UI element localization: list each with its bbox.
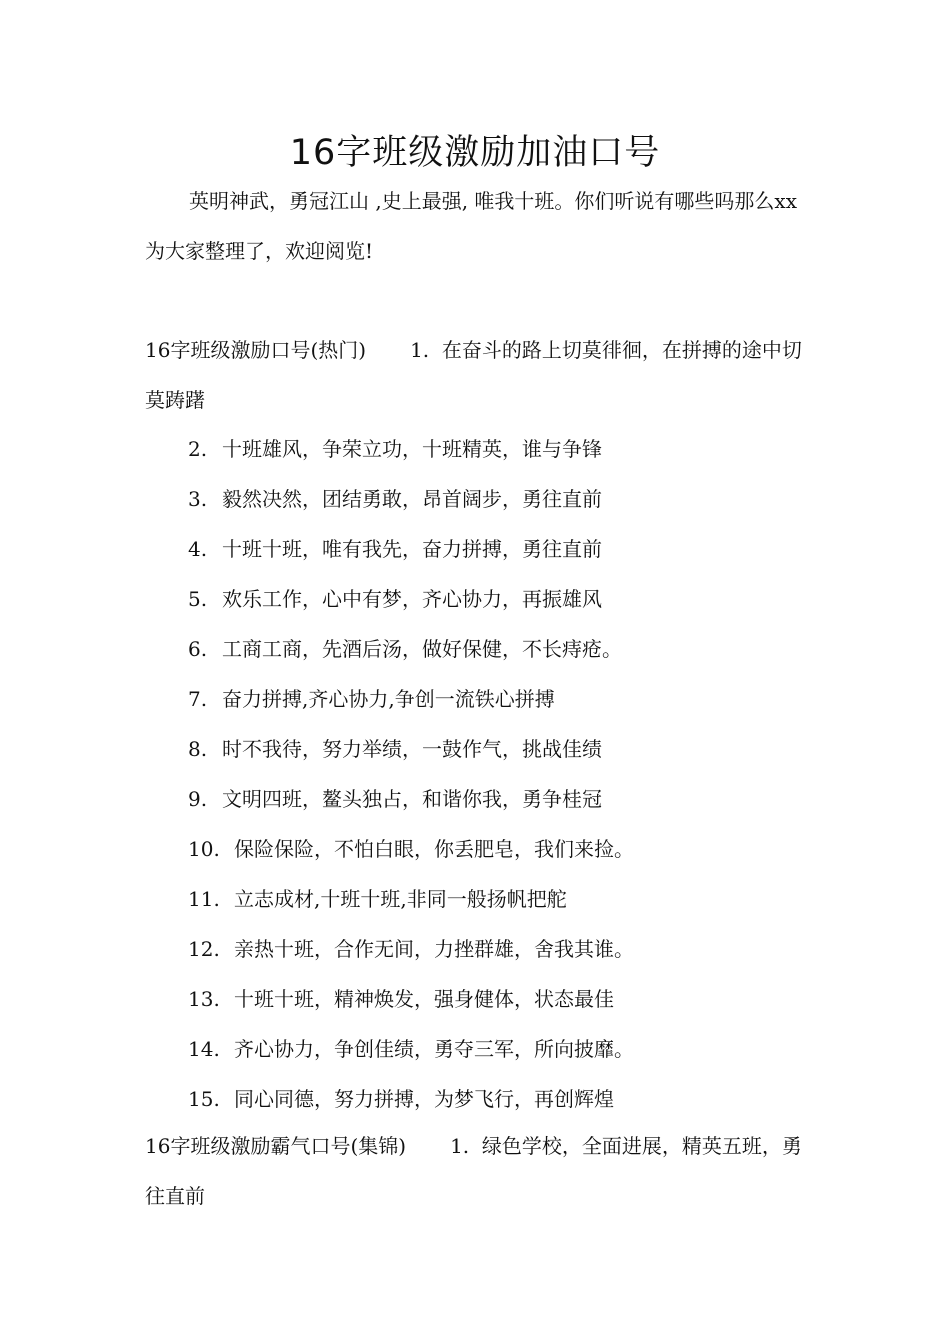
list-item-number: 13. (188, 987, 220, 1011)
page-title: 16字班级激励加油口号 (289, 133, 661, 173)
list-item (188, 774, 634, 824)
list-item (188, 824, 634, 874)
list-item-number: 6. (188, 637, 208, 661)
list-item (188, 1074, 634, 1124)
section-2-item-1-text: 绿色学校，全面进展，精英五班，勇往直前 (145, 1134, 802, 1208)
section-1-item-1-text: 在奋斗的路上切莫徘徊，在拼搏的途中切莫踌躇 (145, 338, 802, 412)
list-item-text: 十班雄风，争荣立功，十班精英，谁与争锋 (222, 437, 602, 461)
list-item (188, 924, 634, 974)
intro-paragraph: 英明神武，勇冠江山 ,史上最强, 唯我十班。你们听说有哪些吗那么xx为大家整理了，欢迎阅览! (145, 189, 797, 263)
list-item (188, 524, 634, 574)
list-item-number: 3. (188, 487, 208, 511)
list-item-number: 14. (188, 1037, 220, 1061)
list-item (188, 574, 634, 624)
list-item-text: 十班十班，精神焕发，强身健体，状态最佳 (234, 987, 614, 1011)
section-1-heading: 16字班级激励口号(热门) (145, 338, 367, 362)
list-item-text: 保险保险，不怕白眼，你丢肥皂，我们来捡。 (234, 837, 634, 861)
list-item-text: 齐心协力，争创佳绩，勇夺三军，所向披靡。 (234, 1037, 634, 1061)
list-item-text: 同心同德，努力拼搏，为梦飞行，再创辉煌 (234, 1087, 614, 1111)
list-item-text: 亲热十班，合作无间，力挫群雄，舍我其谁。 (234, 937, 634, 961)
list-item-number: 12. (188, 937, 220, 961)
section-1-item-1-number: 1. (410, 338, 430, 362)
list-item-text: 欢乐工作，心中有梦，齐心协力，再振雄风 (222, 587, 602, 611)
section-2-item-1-number: 1. (450, 1134, 470, 1158)
list-item-number: 9. (188, 787, 208, 811)
section-1-paragraph (145, 325, 810, 425)
list-item-number: 11. (188, 887, 220, 911)
slogan-list (188, 424, 634, 1124)
list-item-number: 10. (188, 837, 220, 861)
list-item-text: 立志成材,十班十班,非同一般扬帆把舵 (234, 887, 567, 911)
list-item-number: 8. (188, 737, 208, 761)
list-item-text: 奋力拼搏,齐心协力,争创一流铁心拼搏 (222, 687, 555, 711)
list-item (188, 974, 634, 1024)
list-item (188, 874, 634, 924)
list-item-number: 4. (188, 537, 208, 561)
list-item-number: 5. (188, 587, 208, 611)
list-item-number: 15. (188, 1087, 220, 1111)
list-item-text: 毅然决然，团结勇敢，昂首阔步，勇往直前 (222, 487, 602, 511)
list-item (188, 624, 634, 674)
list-item-text: 时不我待，努力举绩，一鼓作气，挑战佳绩 (222, 737, 602, 761)
list-item (188, 674, 634, 724)
list-item-number: 7. (188, 687, 208, 711)
list-item-text: 文明四班，鳌头独占，和谐你我，勇争桂冠 (222, 787, 602, 811)
section-2-paragraph (145, 1121, 810, 1221)
list-item-number: 2. (188, 437, 208, 461)
list-item (188, 424, 634, 474)
list-item-text: 工商工商，先酒后汤，做好保健，不长痔疮。 (222, 637, 622, 661)
section-2-heading: 16字班级激励霸气口号(集锦) (145, 1134, 407, 1158)
list-item-text: 十班十班，唯有我先，奋力拼搏，勇往直前 (222, 537, 602, 561)
list-item (188, 724, 634, 774)
list-item (188, 474, 634, 524)
list-item (188, 1024, 634, 1074)
